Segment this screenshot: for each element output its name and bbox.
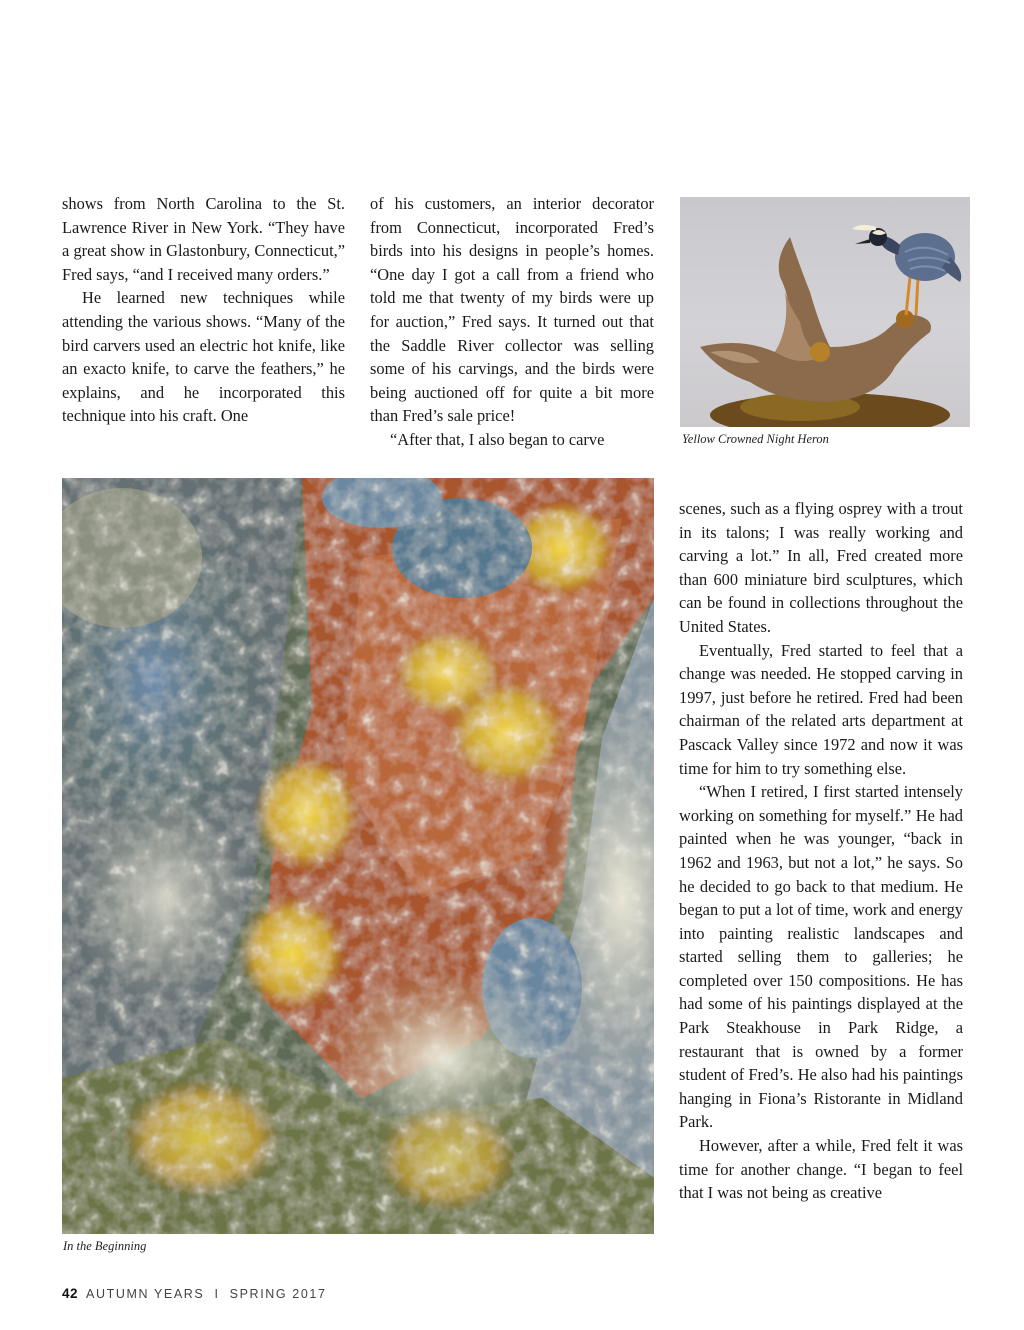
paragraph: “After that, I also began to carve (390, 429, 605, 449)
paragraph: shows from North Carolina to the St. Lawrence River in New York. “They have a great show in Glastonbury, Connecticut,” Fred says, “and I received many orders.” (62, 194, 345, 284)
painting-caption: In the Beginning (63, 1239, 147, 1253)
heron-carving-photo (680, 197, 970, 427)
heron-caption: Yellow Crowned Night Heron (682, 432, 829, 446)
publication-info: AUTUMN YEARS I SPRING 2017 (86, 1287, 327, 1301)
painting-in-the-beginning (62, 478, 654, 1234)
paragraph: scenes, such as a flying osprey with a trout in its talons; I was really working and carving a lot.” In all, Fred created more than 600 miniature bird sculptures, which can be found in collections throughout the United States. (679, 499, 963, 636)
article-column-3 (679, 497, 963, 1205)
paragraph: of his customers, an interior decorator from Connecticut, incorporated Fred’s birds into his designs in people’s homes. “One day I got a call from a friend who told me that twenty of my birds were up for auction,” Fred says. It turned out that the Saddle River collector was selling some of his carvings, and the birds were being auctioned off for quite a bit more than Fred’s sale price! (370, 194, 654, 426)
paragraph: “When I retired, I first started intensely working on something for myself.” He had painted when he was younger, “back in 1962 and 1963, but not a lot,” he says. So he decided to go back to that medium. He began to put a lot of time, work and energy into painting realistic landscapes and started selling them to galleries; he completed over 150 compositions. He has had some of his paintings displayed at the Park Steakhouse in Park Ridge, a restaurant that is owned by a former student of Fred’s. He also had his paintings hanging in Fiona’s Ristorante in Midland Park. (679, 782, 963, 1132)
paragraph: Eventually, Fred started to feel that a change was needed. He stopped carving in 1997, just before he retired. Fred had been chairman of the related arts department at Pascack Valley since 1972 and now it was time for him to try something else. (679, 640, 963, 778)
heron-illustration (680, 197, 970, 427)
article-column-2 (370, 192, 654, 452)
paragraph: However, after a while, Fred felt it was time for another change. “I began to feel that I was not being as creative (679, 1136, 963, 1203)
painting-illustration (62, 478, 654, 1234)
paragraph: He learned new techniques while attending the various shows. “Many of the bird carvers used an electric hot knife, like an exacto knife, to carve the feathers,” he explains, and he incorporated this technique into his craft. One (62, 288, 345, 426)
article-column-1 (62, 192, 345, 428)
page-number: 42 (62, 1286, 79, 1301)
page-footer (62, 1286, 327, 1301)
